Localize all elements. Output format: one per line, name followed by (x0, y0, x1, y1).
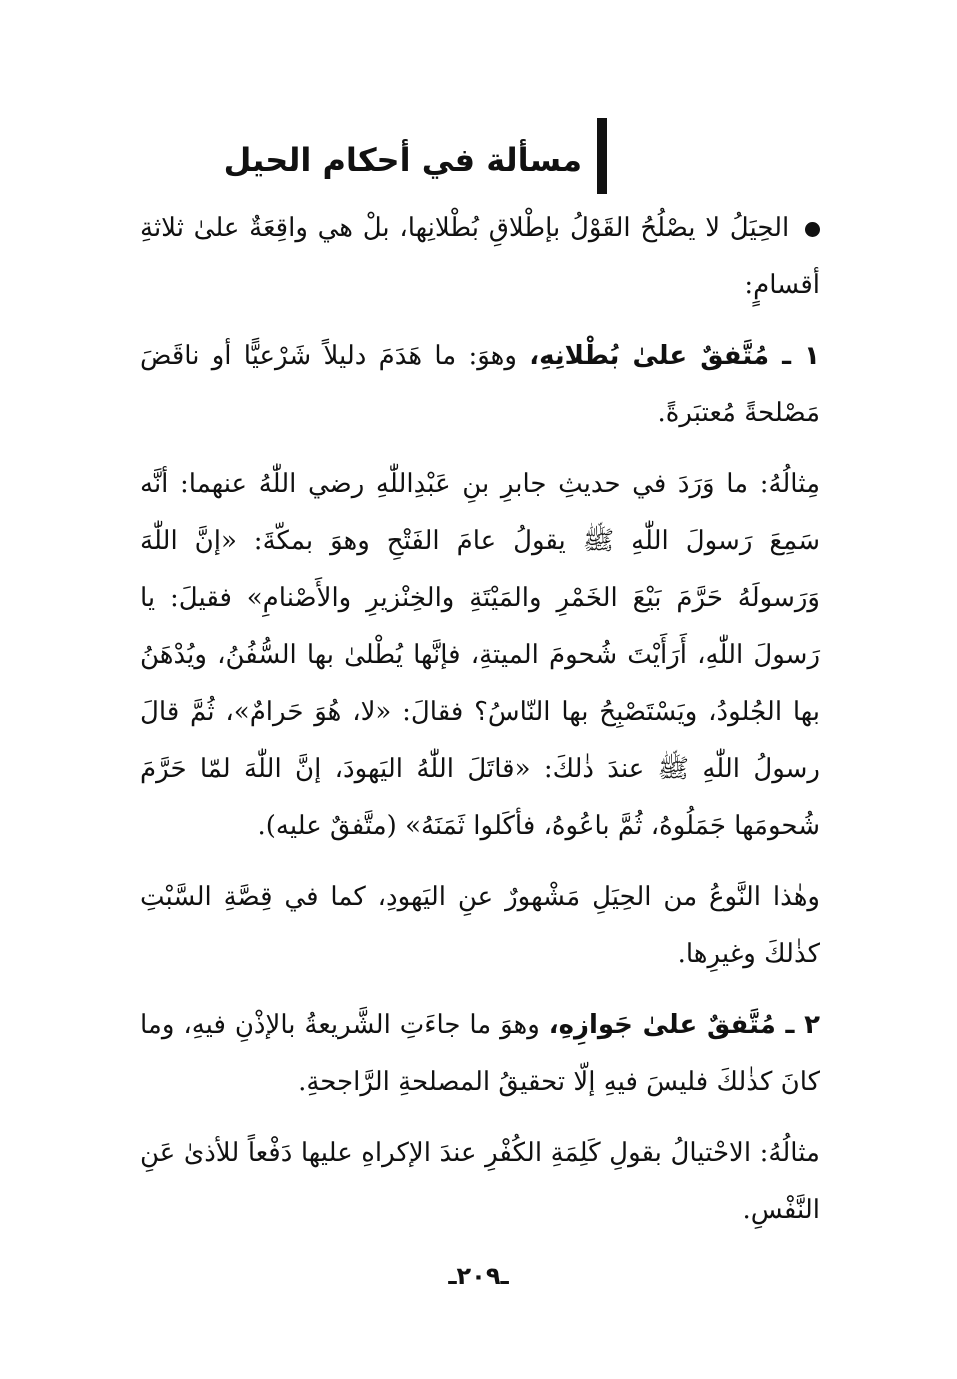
example-1-paragraph (140, 456, 820, 855)
body-text (140, 200, 820, 1247)
page-title: مسألة في أحكام الحيل (223, 141, 582, 179)
example-2-body: الاحْتيالُ بقولِ كَلِمَةِ الكُفْرِ عندَ الإكراهِ عليها دَفْعاً للأذىٰ عَنِ النَّفْسِ. (140, 1138, 820, 1225)
section-2-body: وهوَ ما جاءَتِ الشَّريعةُ بالإذْنِ فيهِ، وما كانَ كذٰلكَ فليسَ فيهِ إلّا تحقيقُ المصلحةِ الرَّاجحةِ. (140, 1010, 820, 1097)
intro-paragraph (140, 200, 820, 314)
section-2-heading: ٢ ـ مُتَّفقٌ علىٰ جَوازِهِ، (548, 1010, 821, 1040)
section-2-paragraph (140, 997, 820, 1111)
example-2-paragraph (140, 1125, 820, 1239)
section-1-paragraph (140, 328, 820, 442)
heading-rule (597, 118, 607, 194)
bullet-icon (805, 222, 820, 237)
intro-text: الحِيَلُ لا يصْلُحُ القَوْلُ بإطْلاقِ بُطْلانِها، بلْ هي واقِعَةٌ علىٰ ثلاثةِ أقسامٍ: (140, 213, 820, 300)
page-number: ـ٢٠٩ـ (448, 1262, 509, 1290)
note-1-paragraph (140, 869, 820, 983)
example-1-label: مِثالُهُ: (759, 469, 821, 499)
section-1-body: وهوَ: ما هَدَمَ دليلاً شَرْعيًّا أو ناقَضَ مَصْلحةً مُعتبَرةً. (140, 341, 820, 428)
note-1-body: وهٰذا النَّوعُ من الحِيَلِ مَشْهورٌ عنِ اليَهودِ، كما في قِصَّةِ السَّبْتِ كذٰلكَ وغيرِها. (140, 882, 820, 969)
heading-block (223, 118, 620, 198)
section-1-heading: ١ ـ مُتَّفقٌ علىٰ بُطْلانِهِ، (529, 341, 820, 371)
example-2-label: مثالُهُ: (759, 1138, 820, 1168)
example-1-body: ما وَرَدَ في حديثِ جابرِ بنِ عَبْدِاللّٰهِ رضي اللّٰهُ عنهما: أنَّه سَمِعَ رَسولَ اللّٰهِ ﷺ يقولُ عامَ الفَتْحِ وهوَ بمكّةَ: «إنَّ اللّٰهَ وَرَسولَهُ حَرَّمَ بَيْعَ الخَمْرِ والمَيْتَةِ والخِنْزيرِ والأَصْنامِ» فقيلَ: يا رَسولَ اللّٰهِ، أَرَأَيْتَ شُحومَ الميتةِ، فإنَّها يُطْلىٰ بها السُّفُنُ، ويُدْهَنُ بها الجُلودُ، ويَسْتَصْبِحُ بها النّاسُ؟ فقالَ: «لا، هُوَ حَرامٌ»، ثُمَّ قالَ رسولُ اللّٰهِ ﷺ عندَ ذٰلكَ: «قاتَلَ اللّٰهُ اليَهودَ، إنَّ اللّٰهَ لمّا حَرَّمَ شُحومَها جَمَلُوهُ، ثُمَّ باعُوهُ، فأكَلوا ثَمَنَهُ» (متَّفقٌ عليه). (140, 469, 820, 841)
